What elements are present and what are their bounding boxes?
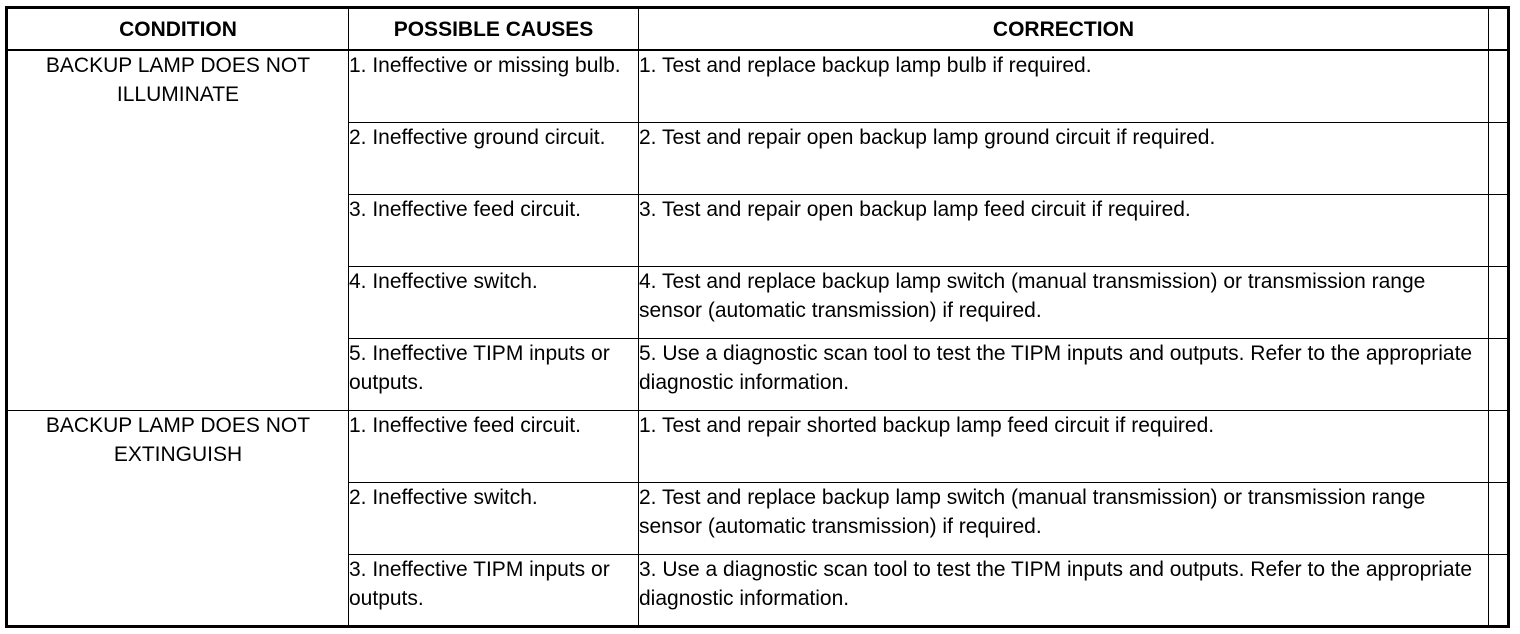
blank-cell xyxy=(1489,122,1509,194)
blank-cell xyxy=(1489,266,1509,338)
condition-text-line: EXTINGUISH xyxy=(113,442,243,466)
correction-cell: 1. Test and replace backup lamp bulb if required. xyxy=(639,50,1489,122)
header-row xyxy=(7,8,1509,51)
header-correction: CORRECTION xyxy=(639,8,1489,51)
header-condition: CONDITION xyxy=(7,8,349,51)
cause-cell: 2. Ineffective ground circuit. xyxy=(349,122,639,194)
blank-cell xyxy=(1489,410,1509,482)
correction-cell: 4. Test and replace backup lamp switch (manual transmission) or transmission range sensor (automatic transmission) if required. xyxy=(639,266,1489,338)
cause-cell: 2. Ineffective switch. xyxy=(349,482,639,554)
header-possible-causes: POSSIBLE CAUSES xyxy=(349,8,639,51)
blank-cell xyxy=(1489,554,1509,626)
condition-text-line: BACKUP LAMP DOES NOT xyxy=(45,54,311,77)
table-row xyxy=(7,50,1509,122)
correction-cell: 3. Use a diagnostic scan tool to test the TIPM inputs and outputs. Refer to the appropriate diagnostic information. xyxy=(639,554,1489,626)
condition-text-line: ILLUMINATE xyxy=(116,83,240,106)
cause-cell: 3. Ineffective feed circuit. xyxy=(349,194,639,266)
condition-cell xyxy=(7,410,349,626)
cause-cell: 5. Ineffective TIPM inputs or outputs. xyxy=(349,338,639,410)
cause-cell: 3. Ineffective TIPM inputs or outputs. xyxy=(349,554,639,626)
condition-cell xyxy=(7,50,349,410)
blank-cell xyxy=(1489,338,1509,410)
correction-cell: 1. Test and repair shorted backup lamp feed circuit if required. xyxy=(639,410,1489,482)
correction-cell: 2. Test and repair open backup lamp ground circuit if required. xyxy=(639,122,1489,194)
cause-cell: 4. Ineffective switch. xyxy=(349,266,639,338)
blank-cell xyxy=(1489,50,1509,122)
correction-cell: 2. Test and replace backup lamp switch (manual transmission) or transmission range sensor (automatic transmission) if required. xyxy=(639,482,1489,554)
correction-cell: 3. Test and repair open backup lamp feed circuit if required. xyxy=(639,194,1489,266)
blank-cell xyxy=(1489,194,1509,266)
header-blank-cell xyxy=(1489,8,1509,51)
cause-cell: 1. Ineffective feed circuit. xyxy=(349,410,639,482)
condition-text-line: BACKUP LAMP DOES NOT xyxy=(45,413,311,437)
cause-cell: 1. Ineffective or missing bulb. xyxy=(349,50,639,122)
correction-cell: 5. Use a diagnostic scan tool to test the TIPM inputs and outputs. Refer to the appropriate diagnostic information. xyxy=(639,338,1489,410)
table-row xyxy=(7,410,1509,482)
diagnosis-table xyxy=(5,6,1510,628)
blank-cell xyxy=(1489,482,1509,554)
